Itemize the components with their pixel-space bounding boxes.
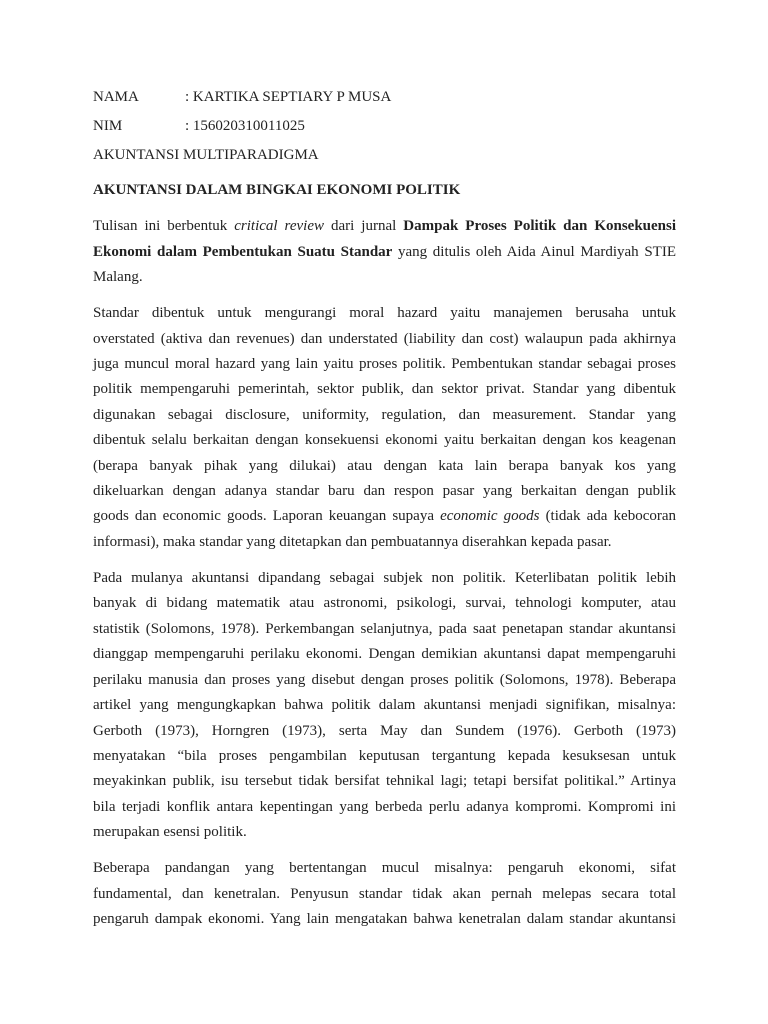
text-run: dari jurnal bbox=[324, 218, 404, 235]
course-name: AKUNTANSI MULTIPARADIGMA bbox=[93, 147, 319, 163]
paragraph-line: Pada mulanya akuntansi dipandang sebagai subjek non politik. Keterlibatan politik lebih bbox=[93, 570, 676, 587]
paragraph-line: digunakan sebagai disclosure, uniformity, regulation, dan measurement. Standar yang bbox=[93, 406, 676, 423]
paragraph-line: pengaruh dampak ekonomi. Yang lain mengatakan bahwa kenetralan dalam standar akuntansi bbox=[93, 911, 676, 928]
paragraph-line: dibentuk selalu berkaitan dengan konsekuensi ekonomi yaitu berkaitan dengan kos keagenan bbox=[93, 432, 676, 449]
italic-text: economic goods bbox=[440, 508, 540, 525]
italic-text: critical review bbox=[234, 218, 324, 235]
name-value: : KARTIKA SEPTIARY P MUSA bbox=[185, 89, 392, 105]
paragraph-line: fundamental, dan kenetralan. Penyusun standar tidak akan pernah melepas secara total bbox=[93, 885, 676, 902]
text-run: yang ditulis oleh Aida Ainul Mardiyah STIE bbox=[392, 243, 676, 260]
paragraph-line: informasi), maka standar yang ditetapkan dan pembuatannya diserahkan kepada pasar. bbox=[93, 533, 612, 550]
paragraph-line: Gerboth (1973), Horngren (1973), serta May dan Sundem (1976). Gerboth (1973) bbox=[93, 722, 676, 739]
paragraph-line: statistik (Solomons, 1978). Perkembangan selanjutnya, pada saat penetapan standar akuntansi bbox=[93, 620, 676, 637]
paragraph-line bbox=[93, 504, 676, 529]
paragraph-line: Standar dibentuk untuk mengurangi moral hazard yaitu manajemen berusaha untuk bbox=[93, 305, 676, 322]
paragraph-line: bila terjadi konflik antara kepentingan yang berbeda perlu adanya kompromi. Kompromi ini bbox=[93, 798, 676, 815]
paragraph-pandangan bbox=[93, 856, 676, 932]
paragraph-line: politik mempengaruhi pemerintah, sektor publik, dan sektor privat. Standar yang dibentuk bbox=[93, 381, 676, 398]
paragraph-line: overstated (aktiva dan revenues) dan understated (liability dan cost) walaupun pada akhirnya bbox=[93, 330, 676, 347]
paragraph-line: meyakinkan publik, isu tersebut tidak bersifat tehnikal lagi; tetapi bersifat politikal.” Artinya bbox=[93, 773, 676, 790]
paragraph-line: perilaku manusia dan proses yang disebut dengan proses politik (Solomons, 1978). Beberapa bbox=[93, 671, 676, 688]
paragraph-line: (berapa banyak pihak yang dilukai) atau dengan kata lain berapa banyak kos yang bbox=[93, 457, 676, 474]
paragraph-line: artikel yang mengungkapkan bahwa politik dalam akuntansi menjadi signifikan, misalnya: bbox=[93, 697, 676, 714]
paragraph-line: dikeluarkan dengan adanya standar baru dan respon pasar yang berkaitan dengan publik bbox=[93, 483, 676, 500]
nim-label: NIM bbox=[93, 118, 123, 134]
paragraph-line bbox=[93, 214, 676, 239]
bold-text: Ekonomi dalam Pembentukan Suatu Standar bbox=[93, 243, 393, 260]
paragraph-line: Beberapa pandangan yang bertentangan mucul misalnya: pengaruh ekonomi, sifat bbox=[93, 860, 676, 877]
paragraph-line bbox=[93, 240, 676, 265]
text-run: goods dan economic goods. Laporan keuangan supaya bbox=[93, 508, 441, 525]
paragraph-intro bbox=[93, 214, 676, 290]
paragraph-politik bbox=[93, 566, 676, 845]
nim-value: : 156020310011025 bbox=[185, 118, 305, 134]
paragraph-line: menyatakan “bila proses pengambilan keputusan tergantung kepada kesuksesan untuk bbox=[93, 747, 676, 764]
paragraph-line: juga muncul moral hazard yang lain yaitu proses politik. Pembentukan standar sebagai proses bbox=[93, 356, 676, 373]
paragraph-line: Malang. bbox=[93, 269, 143, 286]
paragraph-line: dianggap mempengaruhi perilaku ekonomi. Dengan demikian akuntansi dapat mempengaruhi bbox=[93, 646, 676, 663]
name-row bbox=[93, 83, 676, 112]
bold-text: Dampak Proses Politik dan Konsekuensi bbox=[403, 218, 677, 235]
paragraph-line: banyak di bidang matematik atau astronomi, psikologi, survai, tehnologi komputer, atau bbox=[93, 595, 676, 612]
name-label: NAMA bbox=[93, 89, 139, 105]
text-run: (tidak ada kebocoran bbox=[539, 508, 677, 525]
document-title: AKUNTANSI DALAM BINGKAI EKONOMI POLITIK bbox=[93, 182, 461, 198]
text-run: Tulisan ini berbentuk bbox=[93, 218, 235, 235]
document-body bbox=[93, 83, 676, 933]
nim-row bbox=[93, 112, 676, 141]
paragraph-standar bbox=[93, 301, 676, 555]
paragraph-line: merupakan esensi politik. bbox=[93, 824, 247, 841]
